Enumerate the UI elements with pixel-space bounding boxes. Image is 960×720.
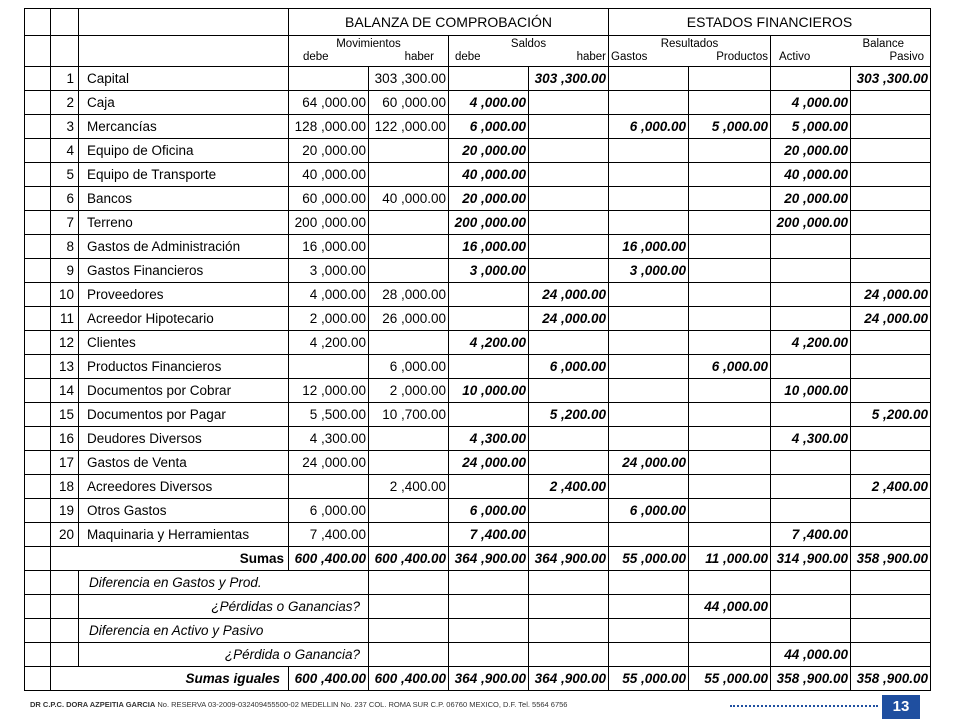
gastos-value (609, 427, 689, 451)
saldo-haber (529, 499, 609, 523)
saldo-debe (449, 283, 529, 307)
iguales-productos: 55 ,000.00 (689, 667, 771, 691)
productos-value (689, 91, 771, 115)
saldo-haber (529, 379, 609, 403)
gastos-value: 6 ,000.00 (609, 115, 689, 139)
activo-value: 4 ,200.00 (771, 331, 851, 355)
movimientos-label: Movimientos (336, 38, 401, 50)
activo-label: Activo (779, 51, 811, 63)
account-index: 4 (51, 139, 79, 163)
pasivo-value (851, 355, 931, 379)
saldo-debe: 200 ,000.00 (449, 211, 529, 235)
iguales-mov-debe: 600 ,400.00 (289, 667, 369, 691)
saldo-debe (449, 307, 529, 331)
saldo-debe: 24 ,000.00 (449, 451, 529, 475)
account-row (25, 331, 931, 355)
saldo-haber (529, 427, 609, 451)
account-name: Capital (79, 67, 289, 91)
iguales-saldo-haber: 364 ,900.00 (529, 667, 609, 691)
activo-value: 10 ,000.00 (771, 379, 851, 403)
activo-value (771, 355, 851, 379)
account-index: 5 (51, 163, 79, 187)
gastos-value (609, 331, 689, 355)
sumas-saldo-haber: 364 ,900.00 (529, 547, 609, 571)
pasivo-value (851, 259, 931, 283)
saldo-debe: 40 ,000.00 (449, 163, 529, 187)
activo-value (771, 259, 851, 283)
mov-haber: 303 ,300.00 (369, 67, 449, 91)
saldo-debe (449, 355, 529, 379)
perdidas-row (25, 595, 931, 619)
productos-value (689, 331, 771, 355)
iguales-pasivo: 358 ,900.00 (851, 667, 931, 691)
account-name: Proveedores (79, 283, 289, 307)
account-row (25, 259, 931, 283)
productos-value (689, 235, 771, 259)
mov-debe: 16 ,000.00 (289, 235, 369, 259)
account-index: 16 (51, 427, 79, 451)
sumas-iguales-label: Sumas iguales (51, 667, 289, 691)
activo-value: 200 ,000.00 (771, 211, 851, 235)
saldo-haber (529, 187, 609, 211)
mov-debe: 128 ,000.00 (289, 115, 369, 139)
productos-value (689, 451, 771, 475)
mov-haber (369, 139, 449, 163)
activo-value (771, 499, 851, 523)
mov-debe: 3 ,000.00 (289, 259, 369, 283)
activo-value (771, 283, 851, 307)
account-index: 10 (51, 283, 79, 307)
productos-value (689, 259, 771, 283)
activo-value: 40 ,000.00 (771, 163, 851, 187)
productos-value (689, 499, 771, 523)
mov-haber: 28 ,000.00 (369, 283, 449, 307)
pasivo-value (851, 211, 931, 235)
sumas-label: Sumas (51, 547, 289, 571)
pasivo-value (851, 451, 931, 475)
mov-debe: 64 ,000.00 (289, 91, 369, 115)
account-index: 12 (51, 331, 79, 355)
account-name: Gastos Financieros (79, 259, 289, 283)
account-name: Mercancías (79, 115, 289, 139)
account-row (25, 91, 931, 115)
mov-haber (369, 523, 449, 547)
movimientos-debe-label: debe (303, 51, 329, 63)
productos-value (689, 307, 771, 331)
account-name: Gastos de Administración (79, 235, 289, 259)
saldo-debe: 6 ,000.00 (449, 499, 529, 523)
mov-haber: 2 ,400.00 (369, 475, 449, 499)
saldo-haber (529, 331, 609, 355)
account-index: 2 (51, 91, 79, 115)
saldo-debe: 3 ,000.00 (449, 259, 529, 283)
perdida-activo: 44 ,000.00 (771, 643, 851, 667)
saldo-haber (529, 91, 609, 115)
estados-title: ESTADOS FINANCIEROS (609, 9, 931, 36)
mov-haber (369, 499, 449, 523)
mov-haber (369, 427, 449, 451)
pasivo-value (851, 331, 931, 355)
saldo-haber: 6 ,000.00 (529, 355, 609, 379)
account-row (25, 187, 931, 211)
mov-haber: 2 ,000.00 (369, 379, 449, 403)
saldo-haber (529, 451, 609, 475)
account-row (25, 451, 931, 475)
activo-value: 4 ,000.00 (771, 91, 851, 115)
saldo-debe: 4 ,200.00 (449, 331, 529, 355)
footer-dotted-line (730, 705, 878, 707)
account-row (25, 307, 931, 331)
account-name: Caja (79, 91, 289, 115)
productos-value (689, 139, 771, 163)
account-row (25, 379, 931, 403)
account-name: Acreedor Hipotecario (79, 307, 289, 331)
gastos-value (609, 523, 689, 547)
saldo-haber: 5 ,200.00 (529, 403, 609, 427)
saldo-debe (449, 403, 529, 427)
saldos-label: Saldos (510, 38, 547, 50)
iguales-gastos: 55 ,000.00 (609, 667, 689, 691)
mov-debe: 200 ,000.00 (289, 211, 369, 235)
mov-debe: 2 ,000.00 (289, 307, 369, 331)
activo-value: 20 ,000.00 (771, 187, 851, 211)
gastos-value (609, 187, 689, 211)
mov-debe: 6 ,000.00 (289, 499, 369, 523)
account-name: Deudores Diversos (79, 427, 289, 451)
account-index: 9 (51, 259, 79, 283)
diferencia-gastos-label: Diferencia en Gastos y Prod. (79, 571, 369, 595)
gastos-value (609, 163, 689, 187)
saldo-haber: 24 ,000.00 (529, 307, 609, 331)
pasivo-value (851, 523, 931, 547)
account-name: Clientes (79, 331, 289, 355)
productos-value (689, 403, 771, 427)
account-name: Bancos (79, 187, 289, 211)
mov-haber: 6 ,000.00 (369, 355, 449, 379)
activo-value: 5 ,000.00 (771, 115, 851, 139)
gastos-value (609, 283, 689, 307)
productos-value (689, 283, 771, 307)
gastos-value (609, 403, 689, 427)
mov-debe: 20 ,000.00 (289, 139, 369, 163)
account-index: 11 (51, 307, 79, 331)
page-number: 13 (882, 695, 920, 719)
pasivo-value: 2 ,400.00 (851, 475, 931, 499)
saldo-debe: 7 ,400.00 (449, 523, 529, 547)
mov-haber: 40 ,000.00 (369, 187, 449, 211)
pasivo-value (851, 427, 931, 451)
mov-haber: 122 ,000.00 (369, 115, 449, 139)
saldo-haber (529, 163, 609, 187)
balanza-table (24, 8, 931, 691)
account-row (25, 403, 931, 427)
diferencia-gastos-row (25, 571, 931, 595)
mov-debe (289, 355, 369, 379)
sumas-activo: 314 ,900.00 (771, 547, 851, 571)
activo-value (771, 475, 851, 499)
saldo-haber (529, 259, 609, 283)
account-index: 15 (51, 403, 79, 427)
perdidas-productos: 44 ,000.00 (689, 595, 771, 619)
activo-value (771, 307, 851, 331)
balance-label: Balance (862, 38, 904, 50)
diferencia-activo-label: Diferencia en Activo y Pasivo (79, 619, 369, 643)
gastos-value: 6 ,000.00 (609, 499, 689, 523)
account-name: Terreno (79, 211, 289, 235)
pasivo-value (851, 163, 931, 187)
footer (30, 700, 567, 709)
account-index: 13 (51, 355, 79, 379)
account-index: 8 (51, 235, 79, 259)
mov-haber (369, 451, 449, 475)
perdida-label: ¿Pérdida o Ganancia? (79, 643, 369, 667)
sumas-iguales-row (25, 667, 931, 691)
resultados-label: Resultados (660, 38, 719, 50)
gastos-value (609, 307, 689, 331)
account-index: 1 (51, 67, 79, 91)
mov-debe: 12 ,000.00 (289, 379, 369, 403)
gastos-value (609, 475, 689, 499)
account-row (25, 139, 931, 163)
saldo-haber: 303 ,300.00 (529, 67, 609, 91)
pasivo-value (851, 115, 931, 139)
mov-debe: 4 ,000.00 (289, 283, 369, 307)
mov-haber: 26 ,000.00 (369, 307, 449, 331)
sumas-mov-debe: 600 ,400.00 (289, 547, 369, 571)
iguales-saldo-debe: 364 ,900.00 (449, 667, 529, 691)
account-index: 18 (51, 475, 79, 499)
account-name: Acreedores Diversos (79, 475, 289, 499)
mov-debe: 4 ,200.00 (289, 331, 369, 355)
account-row (25, 355, 931, 379)
productos-value (689, 163, 771, 187)
mov-debe: 24 ,000.00 (289, 451, 369, 475)
mov-haber (369, 163, 449, 187)
saldo-debe: 10 ,000.00 (449, 379, 529, 403)
footer-details: No. RESERVA 03-2009-032409455500-02 MEDELLIN No. 237 COL. ROMA SUR C.P. 06760 MEXICO, D.F. Tel. 5564 6756 (157, 700, 568, 709)
productos-value (689, 67, 771, 91)
activo-value (771, 451, 851, 475)
mov-debe: 4 ,300.00 (289, 427, 369, 451)
account-name: Documentos por Cobrar (79, 379, 289, 403)
account-name: Otros Gastos (79, 499, 289, 523)
activo-value: 7 ,400.00 (771, 523, 851, 547)
perdida-row (25, 643, 931, 667)
activo-value (771, 403, 851, 427)
account-name: Productos Financieros (79, 355, 289, 379)
mov-haber (369, 331, 449, 355)
account-index: 19 (51, 499, 79, 523)
saldo-haber: 2 ,400.00 (529, 475, 609, 499)
gastos-value (609, 379, 689, 403)
account-row (25, 499, 931, 523)
saldo-haber: 24 ,000.00 (529, 283, 609, 307)
activo-value: 20 ,000.00 (771, 139, 851, 163)
mov-debe: 40 ,000.00 (289, 163, 369, 187)
productos-value (689, 523, 771, 547)
sumas-saldo-debe: 364 ,900.00 (449, 547, 529, 571)
account-row (25, 211, 931, 235)
saldo-debe: 16 ,000.00 (449, 235, 529, 259)
saldo-haber (529, 235, 609, 259)
sumas-productos: 11 ,000.00 (689, 547, 771, 571)
account-row (25, 283, 931, 307)
activo-value: 4 ,300.00 (771, 427, 851, 451)
account-index: 20 (51, 523, 79, 547)
gastos-label: Gastos (611, 51, 648, 63)
gastos-value (609, 91, 689, 115)
account-index: 6 (51, 187, 79, 211)
saldo-haber (529, 523, 609, 547)
mov-debe (289, 475, 369, 499)
saldo-debe: 20 ,000.00 (449, 139, 529, 163)
gastos-value: 16 ,000.00 (609, 235, 689, 259)
pasivo-value (851, 139, 931, 163)
productos-value (689, 475, 771, 499)
account-name: Documentos por Pagar (79, 403, 289, 427)
saldo-debe (449, 67, 529, 91)
account-row (25, 475, 931, 499)
account-row (25, 163, 931, 187)
balanza-title: BALANZA DE COMPROBACIÓN (289, 9, 609, 36)
iguales-mov-haber: 600 ,400.00 (369, 667, 449, 691)
account-name: Maquinaria y Herramientas (79, 523, 289, 547)
sumas-gastos: 55 ,000.00 (609, 547, 689, 571)
header-row (25, 9, 931, 36)
pasivo-value: 24 ,000.00 (851, 283, 931, 307)
saldo-debe: 4 ,300.00 (449, 427, 529, 451)
productos-value (689, 187, 771, 211)
pasivo-label: Pasivo (889, 51, 924, 63)
mov-debe: 5 ,500.00 (289, 403, 369, 427)
pasivo-value (851, 91, 931, 115)
pasivo-value: 24 ,000.00 (851, 307, 931, 331)
mov-haber (369, 211, 449, 235)
saldos-haber-label: haber (576, 51, 606, 63)
mov-haber: 60 ,000.00 (369, 91, 449, 115)
account-row (25, 427, 931, 451)
gastos-value: 3 ,000.00 (609, 259, 689, 283)
productos-value (689, 427, 771, 451)
account-name: Equipo de Transporte (79, 163, 289, 187)
pasivo-value: 5 ,200.00 (851, 403, 931, 427)
account-row (25, 235, 931, 259)
account-index: 3 (51, 115, 79, 139)
gastos-value (609, 139, 689, 163)
account-row (25, 67, 931, 91)
account-index: 7 (51, 211, 79, 235)
pasivo-value: 303 ,300.00 (851, 67, 931, 91)
activo-value (771, 235, 851, 259)
productos-label: Productos (716, 51, 768, 63)
account-row (25, 115, 931, 139)
account-row (25, 523, 931, 547)
mov-debe (289, 67, 369, 91)
saldo-haber (529, 211, 609, 235)
productos-value: 6 ,000.00 (689, 355, 771, 379)
iguales-activo: 358 ,900.00 (771, 667, 851, 691)
saldo-debe (449, 475, 529, 499)
account-name: Equipo de Oficina (79, 139, 289, 163)
mov-haber (369, 259, 449, 283)
pasivo-value (851, 187, 931, 211)
sumas-mov-haber: 600 ,400.00 (369, 547, 449, 571)
mov-haber (369, 235, 449, 259)
subheader-row (25, 36, 931, 67)
gastos-value (609, 355, 689, 379)
gastos-value (609, 211, 689, 235)
saldo-haber (529, 139, 609, 163)
account-index: 14 (51, 379, 79, 403)
pasivo-value (851, 235, 931, 259)
footer-author: DR C.P.C. DORA AZPEITIA GARCIA (30, 700, 156, 709)
pasivo-value (851, 379, 931, 403)
productos-value (689, 379, 771, 403)
gastos-value: 24 ,000.00 (609, 451, 689, 475)
diferencia-activo-row (25, 619, 931, 643)
saldo-haber (529, 115, 609, 139)
saldo-debe: 20 ,000.00 (449, 187, 529, 211)
perdidas-label: ¿Pérdidas o Ganancias? (79, 595, 369, 619)
saldo-debe: 6 ,000.00 (449, 115, 529, 139)
productos-value (689, 211, 771, 235)
saldo-debe: 4 ,000.00 (449, 91, 529, 115)
account-index: 17 (51, 451, 79, 475)
pasivo-value (851, 499, 931, 523)
mov-debe: 60 ,000.00 (289, 187, 369, 211)
sumas-row (25, 547, 931, 571)
mov-haber: 10 ,700.00 (369, 403, 449, 427)
mov-debe: 7 ,400.00 (289, 523, 369, 547)
sumas-pasivo: 358 ,900.00 (851, 547, 931, 571)
productos-value: 5 ,000.00 (689, 115, 771, 139)
movimientos-haber-label: haber (404, 51, 434, 63)
account-name: Gastos de Venta (79, 451, 289, 475)
activo-value (771, 67, 851, 91)
gastos-value (609, 67, 689, 91)
saldos-debe-label: debe (455, 51, 481, 63)
